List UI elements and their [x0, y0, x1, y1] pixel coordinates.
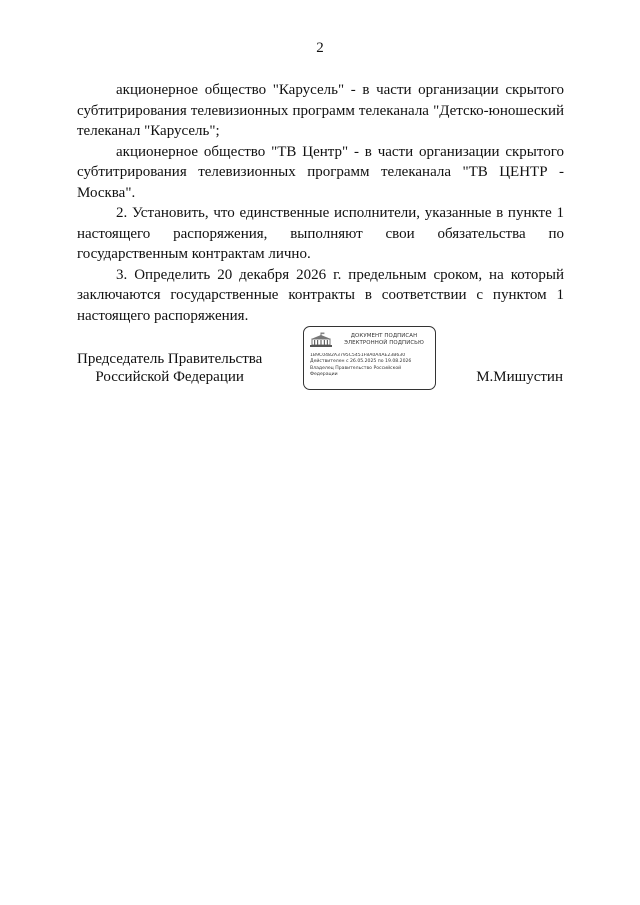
signature-block [0, 326, 640, 396]
signatory-title-line-2: Российской Федерации [95, 369, 244, 385]
stamp-title-line-1: ДОКУМЕНТ ПОДПИСАН [350, 333, 418, 339]
document-body [77, 80, 564, 326]
stamp-title-line-2: ЭЛЕКТРОННОЙ ПОДПИСЬЮ [344, 340, 424, 346]
stamp-details [310, 353, 432, 379]
paragraph-item-3: 3. Определить 20 декабря 2026 г. предельным сроком, на который заключаются государственные контракты в соответствии с пунктом 1 настоящего распоряжения. [77, 266, 564, 324]
paragraph-item-2: 2. Установить, что единственные исполнители, указанные в пункте 1 настоящего распоряжения, выполняют свои обязательства по государственным контрактам лично. [77, 205, 564, 262]
signatory-title [77, 350, 262, 386]
signatory-title-line-1: Председатель Правительства [77, 351, 263, 367]
electronic-signature-stamp [303, 326, 436, 390]
page-number: 2 [316, 40, 324, 56]
certificate-number: 1B9C0482A3795C5451F8A0A4AE23B630 [310, 353, 406, 358]
paragraph-tv-center: акционерное общество "ТВ Центр" - в части организации скрытого субтитрирования телевизионных программ телеканала "ТВ ЦЕНТР - Москва". [77, 143, 564, 201]
signatory-name: М.Мишустин [476, 369, 563, 385]
owner-line-2: Федерации [310, 372, 338, 378]
stamp-title [336, 333, 432, 347]
government-building-icon [309, 332, 333, 348]
paragraph-karusel: акционерное общество "Карусель" - в части организации скрытого субтитрирования телевизионных программ телеканала "Детско-юношеский телеканал "Карусель"; [77, 82, 564, 139]
owner-line-1: Владелец Правительство Российской [310, 365, 402, 371]
validity-period: Действителен с 26.05.2025 по 19.08.2026 [310, 359, 412, 365]
